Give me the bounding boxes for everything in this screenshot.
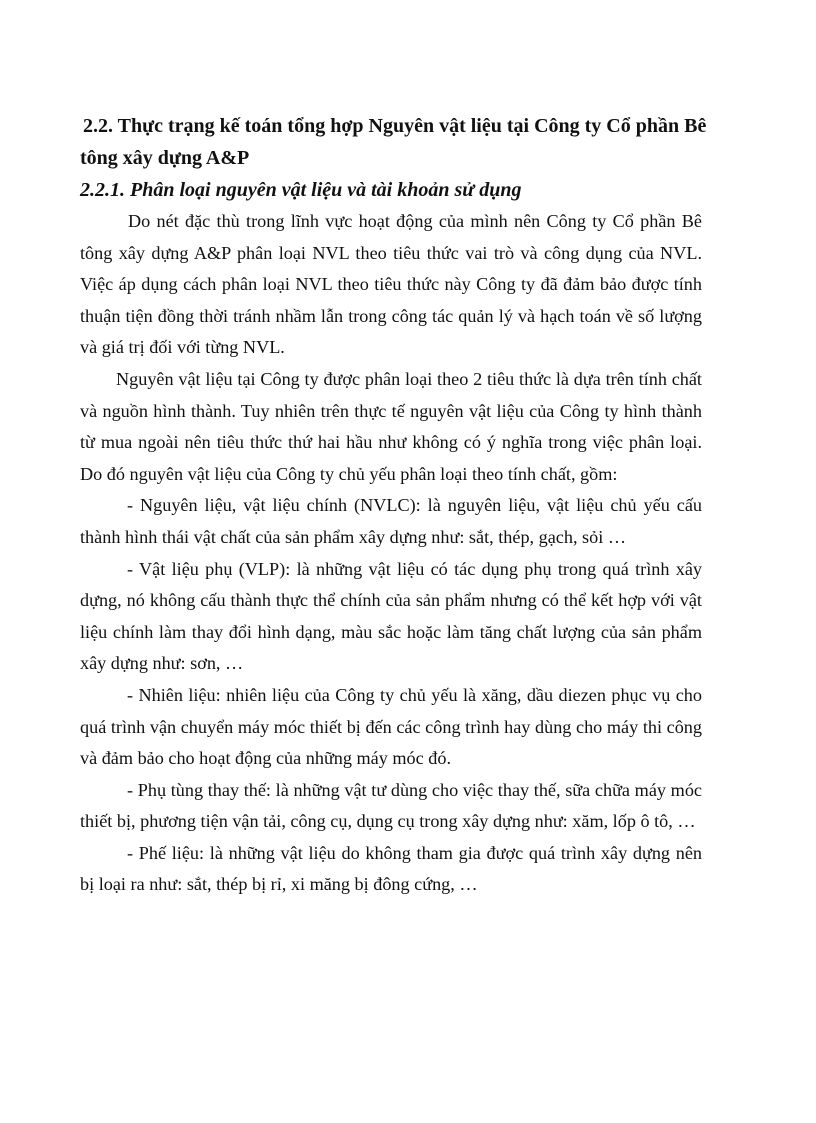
paragraph-intro: Do nét đặc thù trong lĩnh vực hoạt động của mình nên Công ty Cổ phần Bê tông xây dựng A&P phân loại NVL theo tiêu thức vai trò và công dụng của NVL. Việc áp dụng cách phân loại NVL theo tiêu thức này Công ty đã đảm bảo được tính thuận tiện đồng thời tránh nhầm lẫn trong công tác quản lý và hạch toán về số lượng và giá trị đối với từng NVL. (80, 211, 702, 358)
section-heading: 2.2. Thực trạng kế toán tổng hợp Nguyên vật liệu tại Công ty Cổ phần Bê tông xây dựng A&P (80, 115, 707, 169)
list-item-fuel: - Nhiên liệu: nhiên liệu của Công ty chủ yếu là xăng, dầu diezen phục vụ cho quá trình vận chuyển máy móc thiết bị đến các công trình hay dùng cho máy thi công và đảm bảo cho hoạt động của những máy móc đó. (80, 684, 702, 769)
list-item-spare-parts: - Phụ tùng thay thế: là những vật tư dùng cho việc thay thế, sữa chữa máy móc thiết bị, phương tiện vận tải, công cụ, dụng cụ trong xây dựng như: xăm, lốp ô tô, … (80, 779, 702, 832)
paragraph-classification: Nguyên vật liệu tại Công ty được phân loại theo 2 tiêu thức là dựa trên tính chất và nguồn hình thành. Tuy nhiên trên thực tế nguyên vật liệu của Công ty hình thành từ mua ngoài nên tiêu thức thứ hai hầu như không có ý nghĩa trong việc phân loại. Do đó nguyên vật liệu của Công ty chủ yếu phân loại theo tính chất, gồm: (80, 368, 702, 484)
subsection-heading: 2.2.1. Phân loại nguyên vật liệu và tài khoản sử dụng (80, 179, 522, 201)
document-body (80, 206, 702, 901)
list-item-scrap: - Phế liệu: là những vật liệu do không tham gia được quá trình xây dựng nên bị loại ra như: sắt, thép bị rỉ, xi măng bị đông cứng, … (80, 842, 702, 895)
list-item-main-materials: - Nguyên liệu, vật liệu chính (NVLC): là nguyên liệu, vật liệu chủ yếu cấu thành hình thái vật chất của sản phẩm xây dựng như: sắt, thép, gạch, sỏi … (80, 495, 702, 547)
list-item-auxiliary-materials: - Vật liệu phụ (VLP): là những vật liệu có tác dụng phụ trong quá trình xây dựng, nó không cấu thành thực thể chính của sản phẩm nhưng có thể kết hợp với vật liệu chính làm thay đổi hình dạng, màu sắc hoặc làm tăng chất lượng của sản phẩm xây dựng như: sơn, … (80, 558, 702, 674)
